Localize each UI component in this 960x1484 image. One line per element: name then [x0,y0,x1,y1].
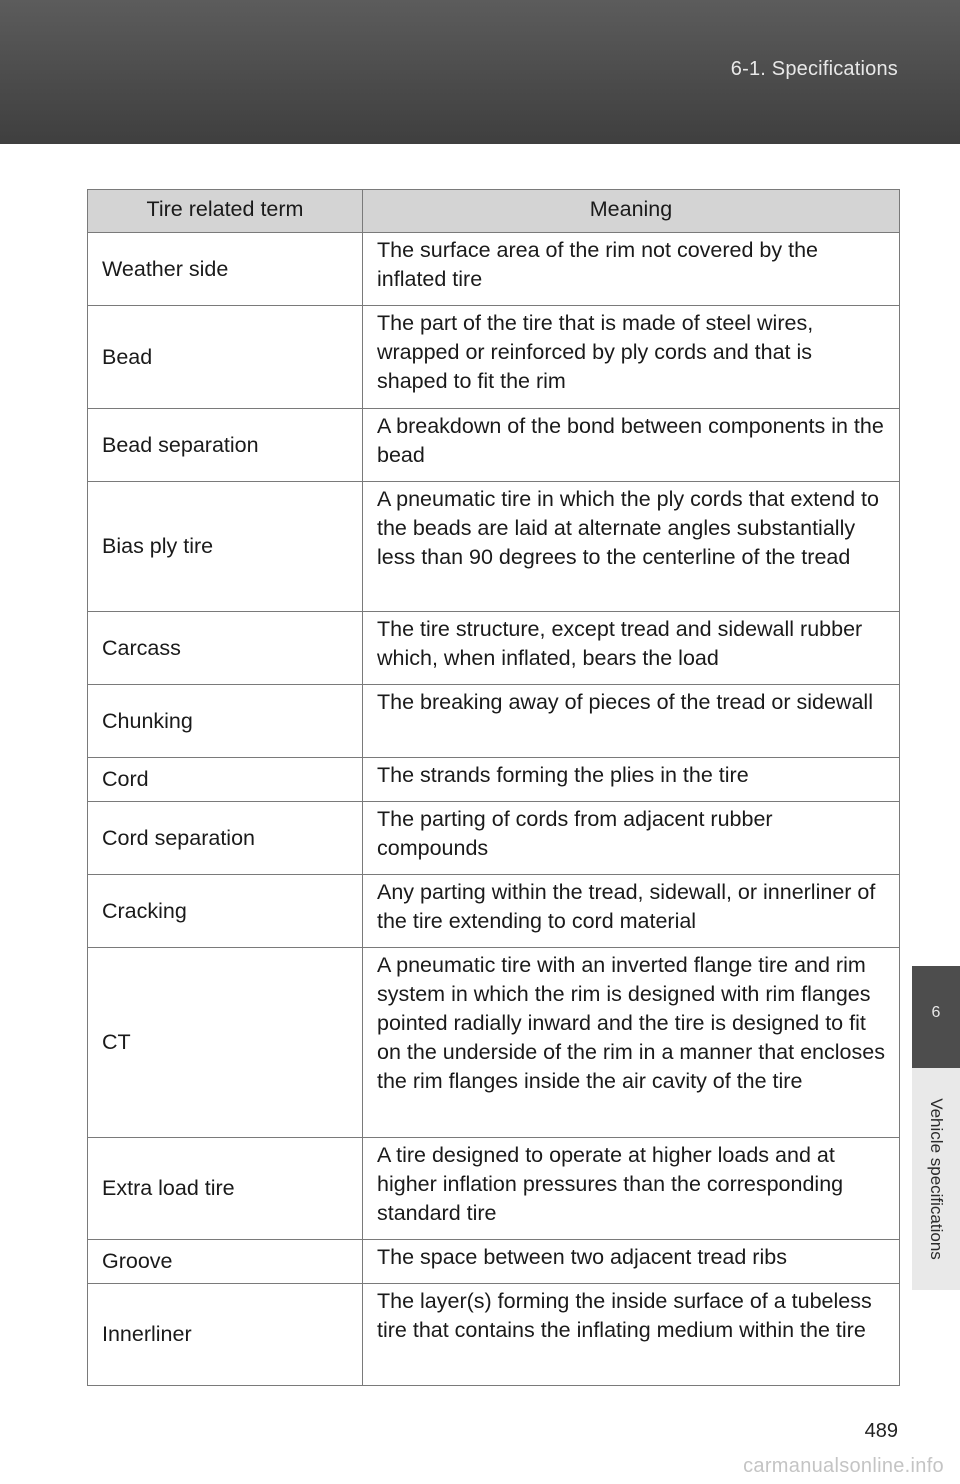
term-cell: Cord separation [88,802,363,875]
term-cell: Chunking [88,685,363,758]
term-cell: Cracking [88,875,363,948]
tire-terms-table [87,189,900,1386]
term-cell: Weather side [88,233,363,306]
table-row [88,233,900,306]
chapter-label: Vehicle specifications [927,1098,946,1260]
table-row [88,685,900,758]
meaning-cell: A tire designed to operate at higher loads and at higher inflation pressures than the corresponding standard tire [363,1138,900,1240]
table-row [88,409,900,482]
meaning-cell: A pneumatic tire with an inverted flange tire and rim system in which the rim is designed with rim flanges pointed radially inward and the tire is designed to fit on the underside of the rim in a manner that encloses the rim flanges inside the air cavity of the tire [363,948,900,1138]
table-row [88,948,900,1138]
table-header-row [88,190,900,233]
term-cell: CT [88,948,363,1138]
meaning-cell: Any parting within the tread, sidewall, or innerliner of the tire extending to cord material [363,875,900,948]
meaning-cell: A pneumatic tire in which the ply cords that extend to the beads are laid at alternate angles substantially less than 90 degrees to the centerline of the tread [363,482,900,612]
table-row [88,802,900,875]
term-cell: Bias ply tire [88,482,363,612]
meaning-cell: The space between two adjacent tread ribs [363,1240,900,1284]
table-row [88,306,900,409]
table-row [88,482,900,612]
meaning-cell: The surface area of the rim not covered by the inflated tire [363,233,900,306]
header-bar [0,0,960,144]
meaning-cell: The part of the tire that is made of steel wires, wrapped or reinforced by ply cords and that is shaped to fit the rim [363,306,900,409]
meaning-cell: The parting of cords from adjacent rubber compounds [363,802,900,875]
term-cell: Bead [88,306,363,409]
table-row [88,758,900,802]
meaning-cell: The tire structure, except tread and sidewall rubber which, when inflated, bears the load [363,612,900,685]
meaning-cell: The breaking away of pieces of the tread or sidewall [363,685,900,758]
section-title: 6-1. Specifications [730,58,898,80]
table-row [88,612,900,685]
watermark: carmanualsonline.info [743,1455,944,1477]
table-row [88,1284,900,1386]
term-cell: Cord [88,758,363,802]
header-meaning: Meaning [363,190,900,233]
header-term: Tire related term [88,190,363,233]
meaning-cell: The strands forming the plies in the tire [363,758,900,802]
table-row [88,875,900,948]
term-cell: Bead separation [88,409,363,482]
term-cell: Innerliner [88,1284,363,1386]
meaning-cell: A breakdown of the bond between components in the bead [363,409,900,482]
term-cell: Groove [88,1240,363,1284]
term-cell: Extra load tire [88,1138,363,1240]
meaning-cell: The layer(s) forming the inside surface of a tubeless tire that contains the inflating medium within the tire [363,1284,900,1386]
chapter-number: 6 [931,1004,941,1021]
page-number: 489 [864,1420,898,1442]
term-cell: Carcass [88,612,363,685]
chapter-label-tab [912,1068,960,1290]
table-row [88,1240,900,1284]
table-row [88,1138,900,1240]
